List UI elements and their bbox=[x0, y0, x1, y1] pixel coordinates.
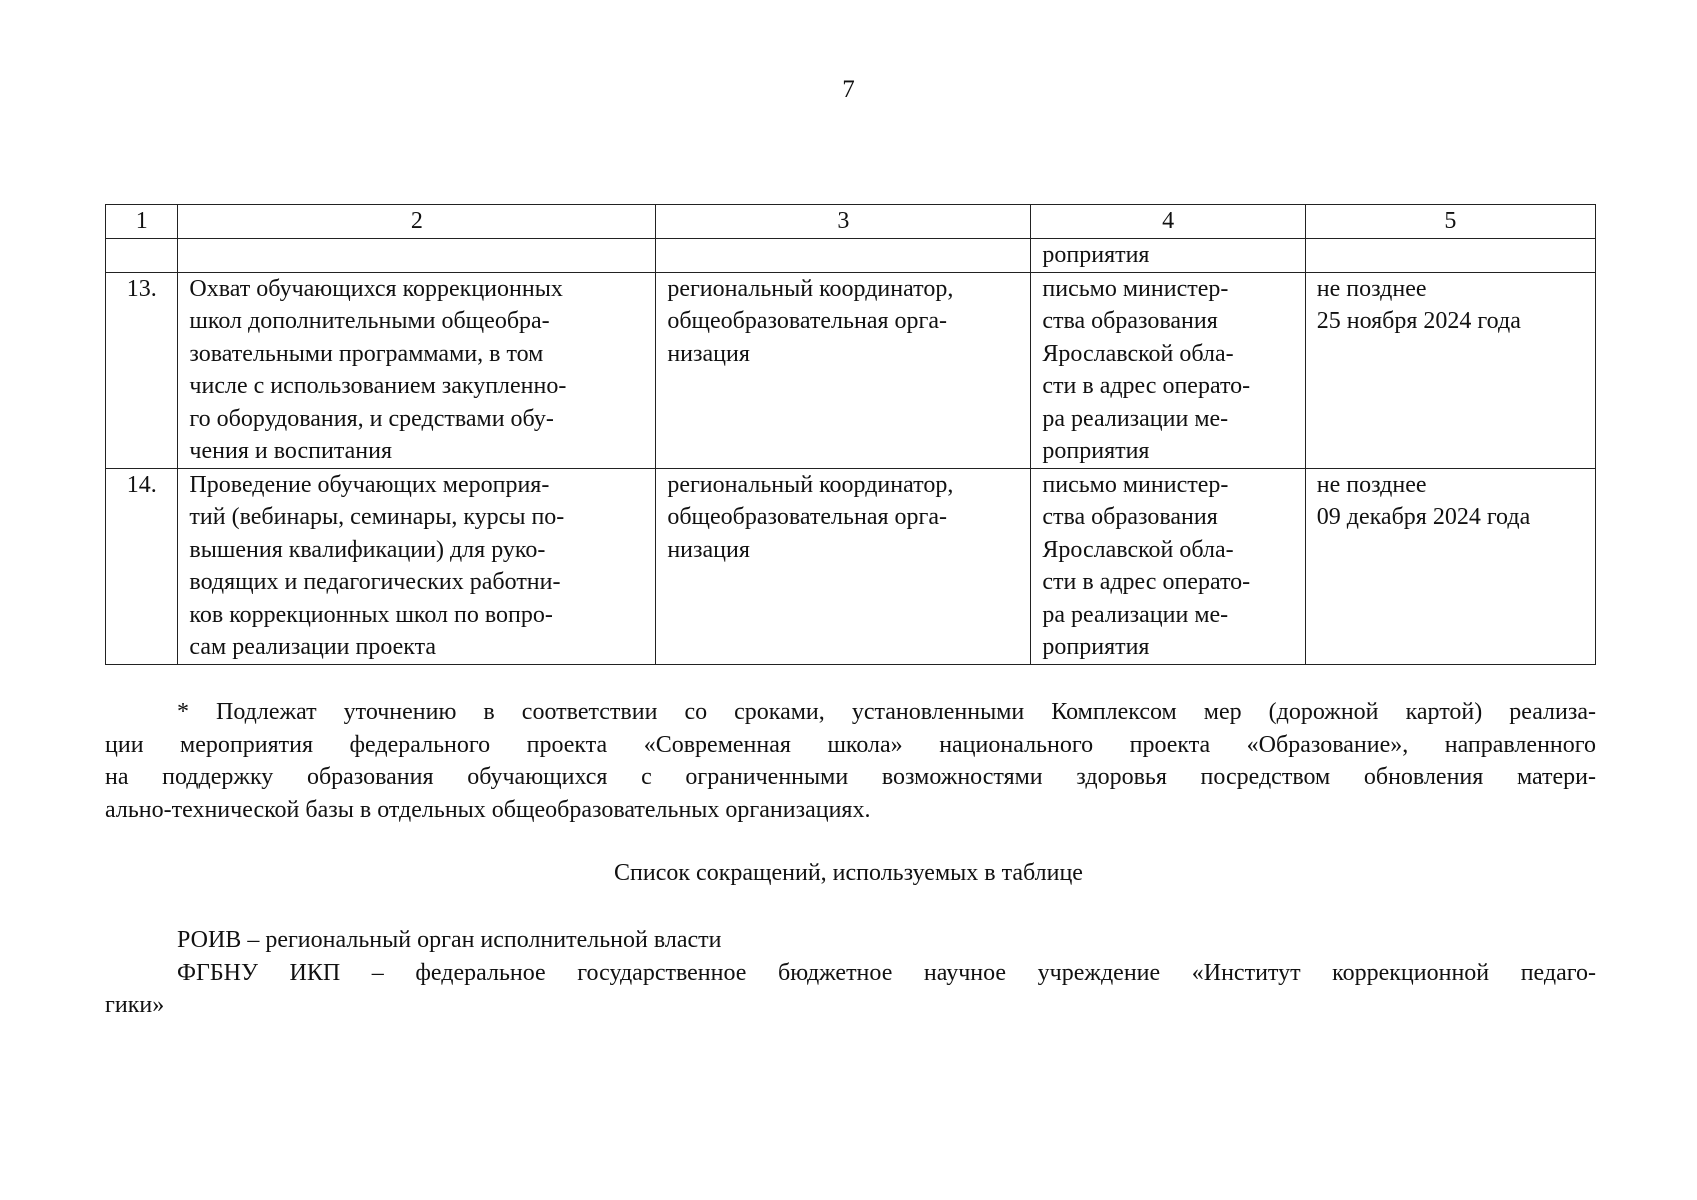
table-row-continuation bbox=[106, 239, 1596, 273]
text-line: не позднее bbox=[1316, 275, 1427, 302]
abbreviations-list bbox=[105, 924, 1596, 1022]
text-line: сти в адрес операто- bbox=[1042, 569, 1251, 595]
column-header: 3 bbox=[656, 205, 1031, 239]
table-header-row bbox=[106, 205, 1596, 239]
table-row bbox=[106, 468, 1596, 664]
table-cell bbox=[656, 239, 1031, 273]
column-header: 4 bbox=[1031, 205, 1305, 239]
text-line: 09 декабря 2024 года bbox=[1316, 504, 1531, 530]
footnote-line: * Подлежат уточнению в соответствии со сроками, установленными Комплексом мер (дорожной картой) реализа- bbox=[177, 699, 1596, 725]
activity-cell bbox=[178, 468, 656, 664]
text-line: Ярославской обла- bbox=[1042, 536, 1234, 563]
text-line: Охват обучающихся коррекционных bbox=[189, 275, 563, 302]
deadline-cell bbox=[1305, 272, 1595, 468]
responsible-cell bbox=[656, 468, 1031, 664]
text-line: сти в адрес операто- bbox=[1042, 373, 1251, 399]
footnote bbox=[105, 696, 1596, 826]
abbreviation-item: гики» bbox=[105, 992, 165, 1018]
row-number: 14. bbox=[106, 468, 178, 664]
table-row bbox=[106, 272, 1596, 468]
text-line: общеобразовательная орга- bbox=[667, 504, 947, 530]
text-line: ра реализации ме- bbox=[1042, 405, 1229, 432]
text-line: 25 ноября 2024 года bbox=[1316, 308, 1521, 334]
responsible-cell bbox=[656, 272, 1031, 468]
result-cell bbox=[1031, 272, 1305, 468]
text-line: общеобразовательная орга- bbox=[667, 308, 947, 334]
footnote-line: на поддержку образования обучающихся с ограниченными возможностями здоровья посредством обновления матери- bbox=[105, 764, 1596, 790]
text-line: числе с использованием закупленно- bbox=[189, 373, 567, 399]
column-header: 5 bbox=[1305, 205, 1595, 239]
text-line: низация bbox=[667, 536, 750, 563]
text-line: письмо министер- bbox=[1042, 275, 1229, 302]
text-line: региональный координатор, bbox=[667, 471, 954, 498]
table-cell bbox=[178, 239, 656, 273]
result-cell bbox=[1031, 468, 1305, 664]
row-number: 13. bbox=[106, 272, 178, 468]
text-line: ства образования bbox=[1042, 308, 1218, 334]
text-line: водящих и педагогических работни- bbox=[189, 569, 561, 595]
measures-table bbox=[105, 204, 1596, 665]
text-line: чения и воспитания bbox=[189, 438, 392, 464]
text-line: тий (вебинары, семинары, курсы по- bbox=[189, 504, 565, 530]
text-line: региональный координатор, bbox=[667, 275, 954, 302]
activity-cell bbox=[178, 272, 656, 468]
deadline-cell bbox=[1305, 468, 1595, 664]
text-line: низация bbox=[667, 340, 750, 367]
footnote-line: ции мероприятия федерального проекта «Современная школа» национального проекта «Образование», направленного bbox=[105, 731, 1596, 758]
column-header: 2 bbox=[178, 205, 656, 239]
abbreviation-item: ФГБНУ ИКП – федеральное государственное бюджетное научное учреждение «Институт коррекционной педаго- bbox=[177, 959, 1596, 986]
text-line: не позднее bbox=[1316, 471, 1427, 498]
text-line: вышения квалификации) для руко- bbox=[189, 536, 546, 563]
text-line: школ дополнительными общеобра- bbox=[189, 308, 550, 334]
table-cell: роприятия bbox=[1031, 239, 1305, 273]
abbreviation-item: РОИВ – региональный орган исполнительной власти bbox=[177, 927, 722, 953]
text-line: го оборудования, и средствами обу- bbox=[189, 405, 554, 432]
column-header: 1 bbox=[106, 205, 178, 239]
abbreviations-title: Список сокращений, используемых в таблице bbox=[614, 860, 1083, 886]
text-line: письмо министер- bbox=[1042, 471, 1229, 498]
table-cell bbox=[106, 239, 178, 273]
text-line: Ярославской обла- bbox=[1042, 340, 1234, 367]
table-cell bbox=[1305, 239, 1595, 273]
text-line: роприятия bbox=[1042, 634, 1150, 660]
footnote-line: ально-технической базы в отдельных общеобразовательных организациях. bbox=[105, 796, 871, 823]
text-line: ства образования bbox=[1042, 504, 1218, 530]
text-line: Проведение обучающих мероприя- bbox=[189, 471, 550, 498]
text-line: ков коррекционных школ по вопро- bbox=[189, 601, 553, 628]
page-number: 7 bbox=[842, 76, 855, 103]
text-line: зовательными программами, в том bbox=[189, 340, 544, 367]
text-line: ра реализации ме- bbox=[1042, 601, 1229, 628]
text-line: роприятия bbox=[1042, 438, 1150, 464]
text-line: сам реализации проекта bbox=[189, 634, 437, 660]
